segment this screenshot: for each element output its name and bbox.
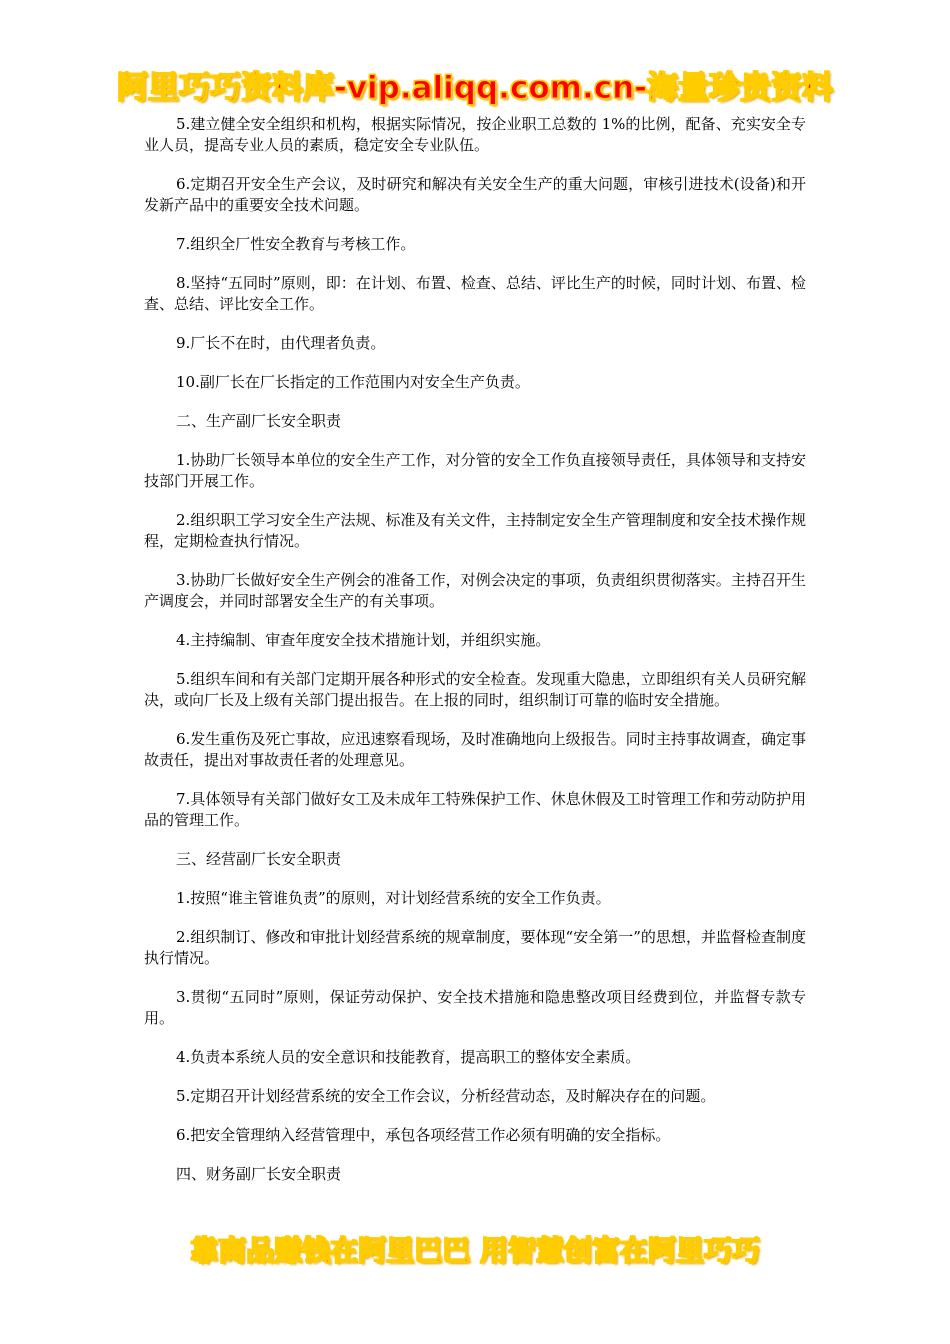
paragraph: 7.具体领导有关部门做好女工及未成年工特殊保护工作、休息休假及工时管理工作和劳动防护用品的管理工作。 bbox=[144, 790, 806, 829]
paragraph: 10.副厂长在厂长指定的工作范围内对安全生产负责。 bbox=[176, 373, 530, 391]
paragraph: 6.发生重伤及死亡事故，应迅速察看现场，及时准确地向上级报告。同时主持事故调查，确定事故责任，提出对事故责任者的处理意见。 bbox=[144, 730, 806, 769]
top-banner: 阿里巧巧资料库-vip.aliqq.com.cn-海量珍贵资料 bbox=[116, 70, 834, 106]
paragraph: 5.建立健全安全组织和机构，根据实际情况，按企业职工总数的 1%的比例，配备、充实安全专业人员，提高专业人员的素质，稳定安全专业队伍。 bbox=[144, 115, 806, 154]
paragraph: 5.定期召开计划经营系统的安全工作会议，分析经营动态，及时解决存在的问题。 bbox=[176, 1087, 716, 1105]
paragraph: 4.负责本系统人员的安全意识和技能教育，提高职工的整体安全素质。 bbox=[176, 1048, 641, 1066]
paragraph: 3.贯彻“五同时”原则，保证劳动保护、安全技术措施和隐患整改项目经费到位，并监督专款专用。 bbox=[144, 988, 806, 1027]
paragraph: 9.厂长不在时，由代理者负责。 bbox=[176, 334, 386, 352]
document-body bbox=[144, 114, 806, 1203]
paragraph: 3.协助厂长做好安全生产例会的准备工作，对例会决定的事项，负责组织贯彻落实。主持召开生产调度会，并同时部署安全生产的有关事项。 bbox=[144, 571, 806, 610]
paragraph: 7.组织全厂性安全教育与考核工作。 bbox=[176, 235, 416, 253]
section-heading: 三、经营副厂长安全职责 bbox=[176, 850, 342, 868]
paragraph: 1.按照“谁主管谁负责”的原则，对计划经营系统的安全工作负责。 bbox=[176, 889, 611, 907]
paragraph: 6.把安全管理纳入经营管理中，承包各项经营工作必须有明确的安全指标。 bbox=[176, 1126, 671, 1144]
bottom-banner: 靠商品赚钱在阿里巴巴 用智慧创富在阿里巧巧 bbox=[190, 1234, 760, 1267]
paragraph: 1.协助厂长领导本单位的安全生产工作，对分管的安全工作负直接领导责任，具体领导和支持安技部门开展工作。 bbox=[144, 451, 806, 490]
section-heading: 四、财务副厂长安全职责 bbox=[176, 1165, 342, 1183]
section-heading: 二、生产副厂长安全职责 bbox=[176, 412, 342, 430]
paragraph: 2.组织制订、修改和审批计划经营系统的规章制度，要体现“安全第一”的思想，并监督检查制度执行情况。 bbox=[144, 928, 806, 967]
paragraph: 2.组织职工学习安全生产法规、标准及有关文件，主持制定安全生产管理制度和安全技术操作规程，定期检查执行情况。 bbox=[144, 511, 806, 550]
paragraph: 4.主持编制、审查年度安全技术措施计划，并组织实施。 bbox=[176, 631, 551, 649]
paragraph: 8.坚持“五同时”原则，即：在计划、布置、检查、总结、评比生产的时候，同时计划、布置、检查、总结、评比安全工作。 bbox=[144, 274, 806, 313]
paragraph: 5.组织车间和有关部门定期开展各种形式的安全检查。发现重大隐患，立即组织有关人员研究解决，或向厂长及上级有关部门提出报告。在上报的同时，组织制订可靠的临时安全措施。 bbox=[144, 670, 806, 709]
paragraph: 6.定期召开安全生产会议，及时研究和解决有关安全生产的重大问题，审核引进技术(设备)和开发新产品中的重要安全技术问题。 bbox=[144, 175, 806, 214]
